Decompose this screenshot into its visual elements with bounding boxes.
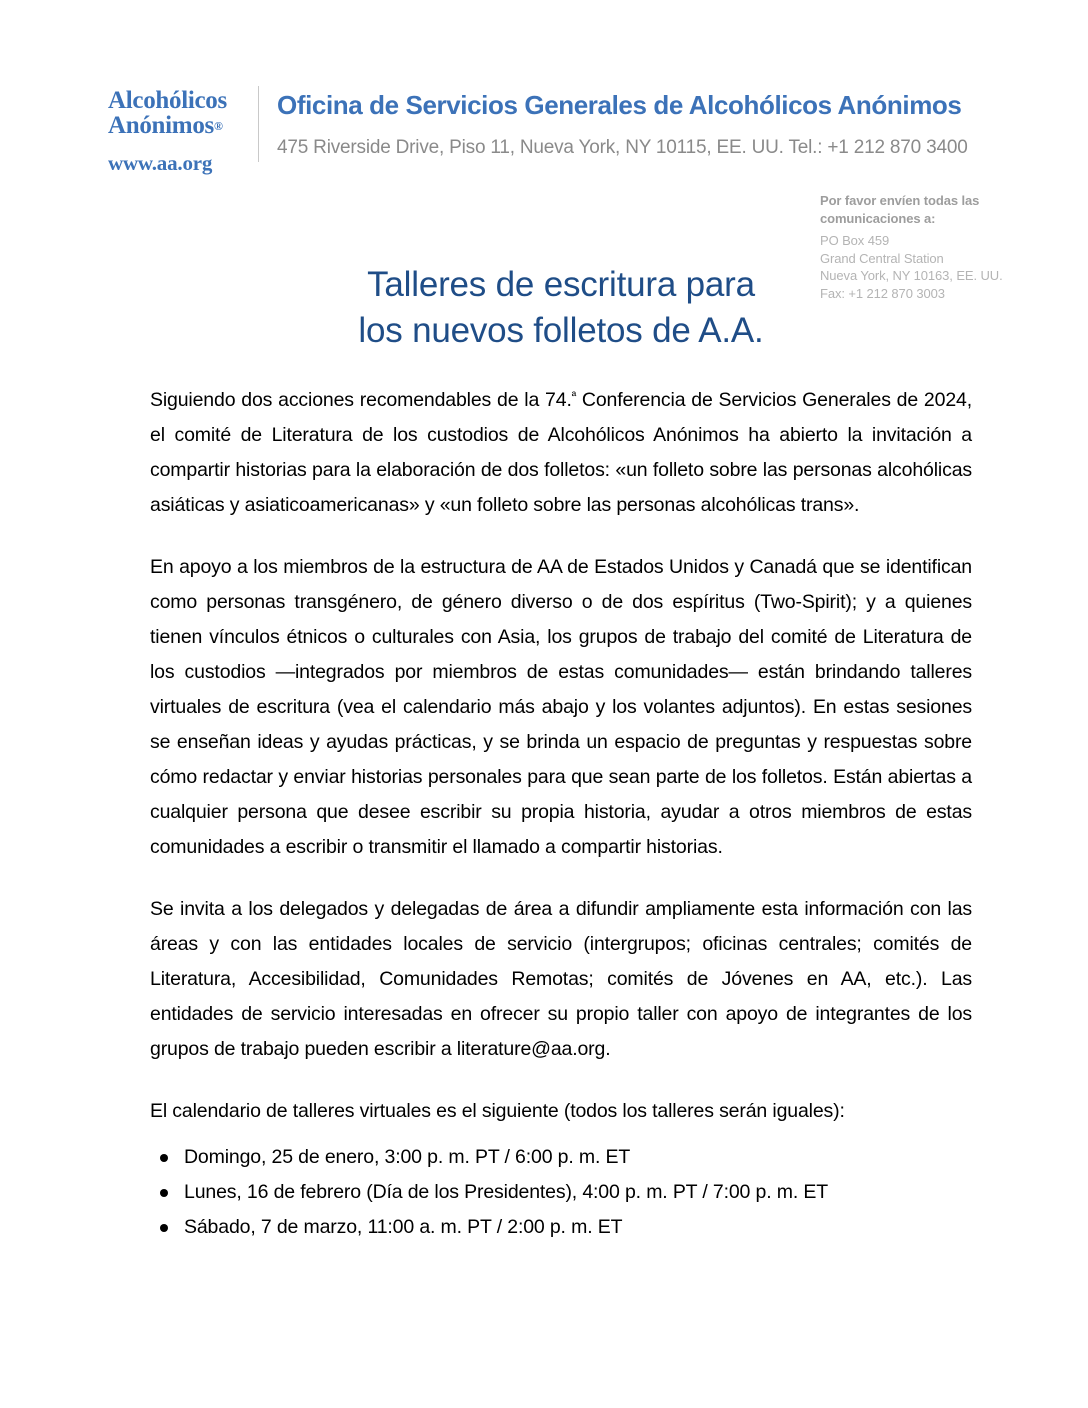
paragraph-3: Se invita a los delegados y delegadas de área a difundir ampliamente esta información con las áreas y con las entidades locales de servicio (intergrupos; oficinas centrales; comités de Literatura, Accesibilidad, Comunidades Remotas; comités de Jóvenes en AA, etc.). Las entidades de servicio interesadas en ofrecer su propio taller con apoyo de integrantes de los grupos de trabajo pueden escribir a literature@aa.org. [150, 898, 972, 1060]
registered-trademark-icon: ® [213, 119, 223, 133]
aa-logo [108, 88, 248, 174]
bullet-icon [160, 1189, 168, 1197]
schedule-item-label: Sábado, 7 de marzo, 11:00 a. m. PT / 2:00 p. m. ET [184, 1216, 623, 1238]
bullet-icon [160, 1224, 168, 1232]
mailing-line-po-box: PO Box 459 [820, 233, 890, 248]
mailing-line-city: Nueva York, NY 10163, EE. UU. [820, 268, 1003, 283]
page-title-line2: los nuevos folletos de A.A. [358, 311, 764, 350]
mailing-heading-line1: Por favor envíen todas las [820, 193, 980, 208]
mailing-heading [820, 192, 1030, 227]
schedule-list [150, 1141, 972, 1244]
header-vertical-divider [258, 86, 259, 162]
logo-name-text-1: Alcohólicos [108, 87, 227, 114]
paragraph-2: En apoyo a los miembros de la estructura de AA de Estados Unidos y Canadá que se identifican como personas transgénero, de género diverso o de dos espíritus (Two-Spirit); y a quienes tienen vínculos étnicos o culturales con Asia, los grupos de trabajo del comité de Literatura de los custodios —integrados por miembros de estas comunidades— están brindando talleres virtuales de escritura (vea el calendario más abajo y los volantes adjuntos). En estas sesiones se enseñan ideas y ayudas prácticas, y se brinda un espacio de preguntas y respuestas sobre cómo redactar y enviar historias personales para que sean parte de los folletos. Están abiertas a cualquier persona que desee escribir su propia historia, ayudar a otros miembros de estas comunidades a escribir o transmitir el llamado a compartir historias. [150, 556, 972, 858]
page-title [150, 262, 972, 354]
logo-website-url: www.aa.org [108, 151, 213, 175]
mailing-heading-line2: comunicaciones a: [820, 210, 936, 226]
letterhead [0, 78, 1088, 178]
mailing-line-fax: Fax: +1 212 870 3003 [820, 285, 945, 301]
page-title-line1: Talleres de escritura para [367, 265, 755, 304]
organization-address: 475 Riverside Drive, Piso 11, Nueva York, NY 10115, EE. UU. Tel.: +1 212 870 3400 [277, 137, 968, 158]
paragraph-1-part-b: Conferencia de Servicios Generales de 2024, el comité de Literatura de los custodios de Alcohólicos Anónimos ha abierto la invitación a compartir historias para la elaboración de dos folletos: «un folleto sobre las personas alcohólicas asiáticas y asiaticoamericanas» y «un folleto sobre las personas alcohólicas trans». [150, 389, 972, 516]
logo-name-text-2: Anónimos [108, 112, 214, 139]
document-body [150, 379, 972, 1246]
bullet-icon [160, 1154, 168, 1162]
schedule-intro: El calendario de talleres virtuales es el siguiente (todos los talleres serán iguales): [150, 1100, 845, 1122]
list-item [150, 1176, 924, 1209]
schedule-item-label: Domingo, 25 de enero, 3:00 p. m. PT / 6:00 p. m. ET [184, 1146, 631, 1168]
paragraph-1-part-a: Siguiendo dos acciones recomendables de la 74. [150, 389, 572, 411]
logo-name-line2 [108, 113, 248, 139]
logo-name-line1 [108, 88, 248, 113]
list-item [150, 1141, 924, 1174]
list-item [150, 1211, 924, 1244]
paragraph-1 [150, 379, 972, 523]
organization-name: Oficina de Servicios Generales de Alcohólicos Anónimos [277, 90, 962, 120]
mailing-line-station: Grand Central Station [820, 250, 944, 266]
ordinal-superscript: ª [571, 389, 577, 403]
schedule-item-label: Lunes, 16 de febrero (Día de los Presidentes), 4:00 p. m. PT / 7:00 p. m. ET [184, 1181, 828, 1203]
